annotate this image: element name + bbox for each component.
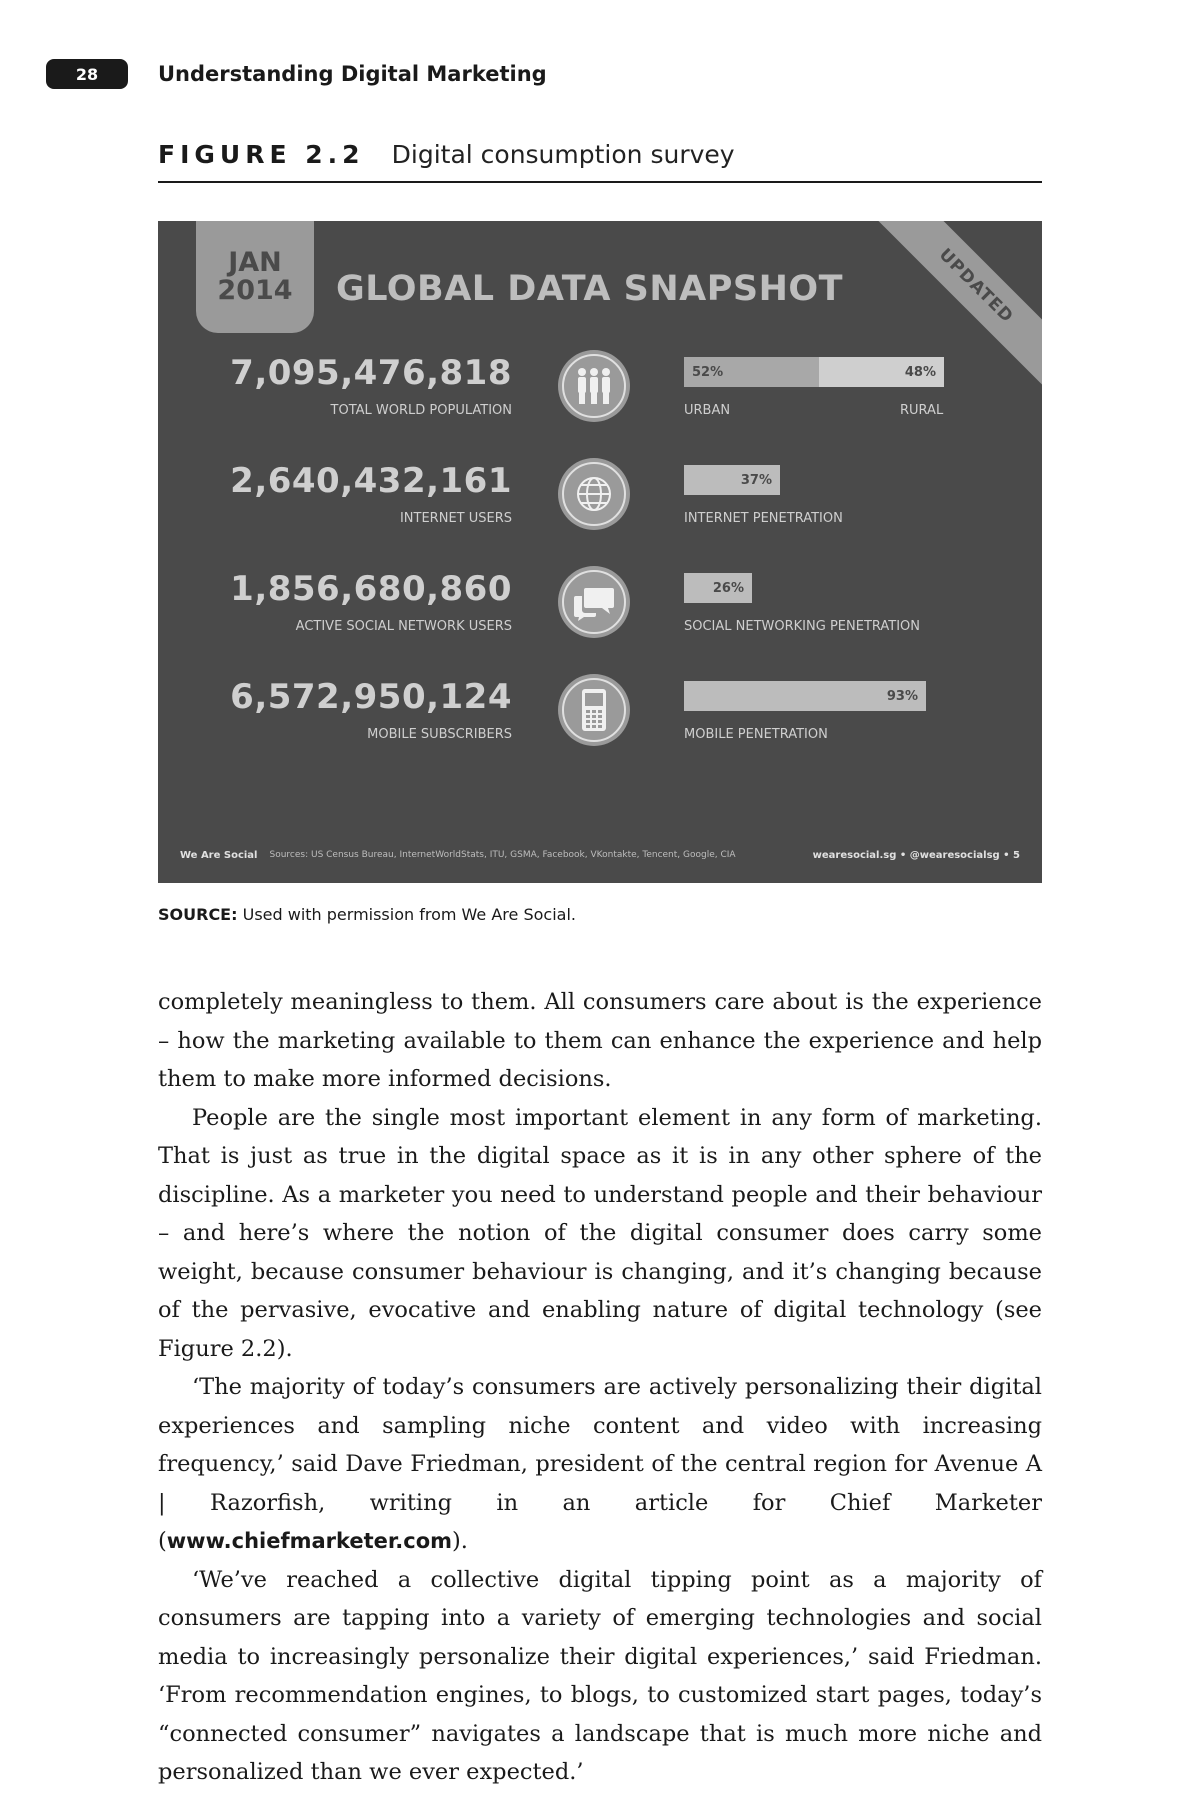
bar-segment: 93% [684,681,926,711]
paragraph: ‘We’ve reached a collective digital tipping point as a majority of consumers are tapping into a variety of emerging technologies and social media to increasingly personalize their digital experiences,’ said Friedman. ‘From recommendation engines, to blogs, to customized start pages, today’s “connected consumer” navigates a landscape that is much more niche and personalized than we ever expected.’ [158,1566,1042,1785]
source-label: SOURCE: [158,905,238,924]
bar-label-right: RURAL [900,403,944,418]
paragraph-text: ‘The majority of today’s consumers are actively personalizing their digital experiences and sampling niche content and video with increasing frequency,’ said Dave Friedman, president of the central region for Avenue A | Razorfish, writing in an article for Chief Marketer ( [158,1374,1042,1554]
figure-label: FIGURE 2.2 [158,140,365,169]
stat-label: ACTIVE SOCIAL NETWORK USERS [295,619,512,634]
stat-label: TOTAL WORLD POPULATION [330,403,512,418]
infographic-title: GLOBAL DATA SNAPSHOT [336,269,844,309]
figure-caption [158,140,1042,183]
paragraph [158,1368,1042,1561]
chiefmarketer-url: www.chiefmarketer.com [166,1529,453,1553]
stat-number: 2,640,432,161 [230,461,512,501]
mobile-phone-icon [558,674,630,746]
footer-links: wearesocial.sg • @wearesocialsg • 5 [812,849,1020,861]
bar-label: INTERNET PENETRATION [684,511,843,526]
stat-number: 7,095,476,818 [230,353,512,393]
date-year: 2014 [217,275,293,306]
bar-segment: 52% [684,357,819,387]
updated-label: UPDATED [934,244,1018,328]
global-data-snapshot-infographic [158,221,1042,883]
running-head: Understanding Digital Marketing [158,62,547,86]
paragraph-text: ). [452,1528,468,1554]
stat-number: 6,572,950,124 [230,677,512,717]
figure-title: Digital consumption survey [391,140,735,169]
footer-sources: Sources: US Census Bureau, InternetWorldStats, ITU, GSMA, Facebook, VKontakte, Tencent, Google, CIA [269,850,736,860]
bar-label: MOBILE PENETRATION [684,727,828,742]
bar-label: URBAN [684,403,731,418]
penetration-bar [684,465,780,495]
stat-row [158,353,1042,453]
globe-icon [558,458,630,530]
penetration-bar [684,357,944,387]
body-text [158,983,1042,1792]
bar-segment: 26% [684,573,752,603]
stat-row [158,569,1042,669]
bar-segment: 48% [819,357,944,387]
figure-source-note [158,905,576,924]
stat-row [158,461,1042,561]
footer-brand: We Are Social [180,849,258,861]
people-icon [558,350,630,422]
stat-label: MOBILE SUBSCRIBERS [367,727,512,742]
chat-bubbles-icon [558,566,630,638]
penetration-bar [684,573,752,603]
penetration-bar [684,681,926,711]
date-month: JAN [228,246,282,278]
stat-label: INTERNET USERS [399,511,512,526]
source-text: Used with permission from We Are Social. [237,905,576,924]
date-tab [196,221,314,333]
stat-row [158,677,1042,777]
paragraph: People are the single most important element in any form of marketing. That is just as true in the digital space as it is in any other sphere of the discipline. As a marketer you need to understand people and their behaviour – and here’s where the notion of the digital consumer does carry some weight, because consumer behaviour is changing, and it’s changing because of the pervasive, evocative and enabling nature of digital technology (see Figure 2.2). [158,1104,1042,1362]
bar-segment: 37% [684,465,780,495]
stat-number: 1,856,680,860 [230,569,512,609]
paragraph: completely meaningless to them. All consumers care about is the experience – how the marketing available to them can enhance the experience and help them to make more informed decisions. [158,989,1042,1092]
running-header [46,58,547,90]
infographic-footer [180,845,1020,865]
bar-label: SOCIAL NETWORKING PENETRATION [684,619,921,634]
page-number: 28 [46,59,128,89]
